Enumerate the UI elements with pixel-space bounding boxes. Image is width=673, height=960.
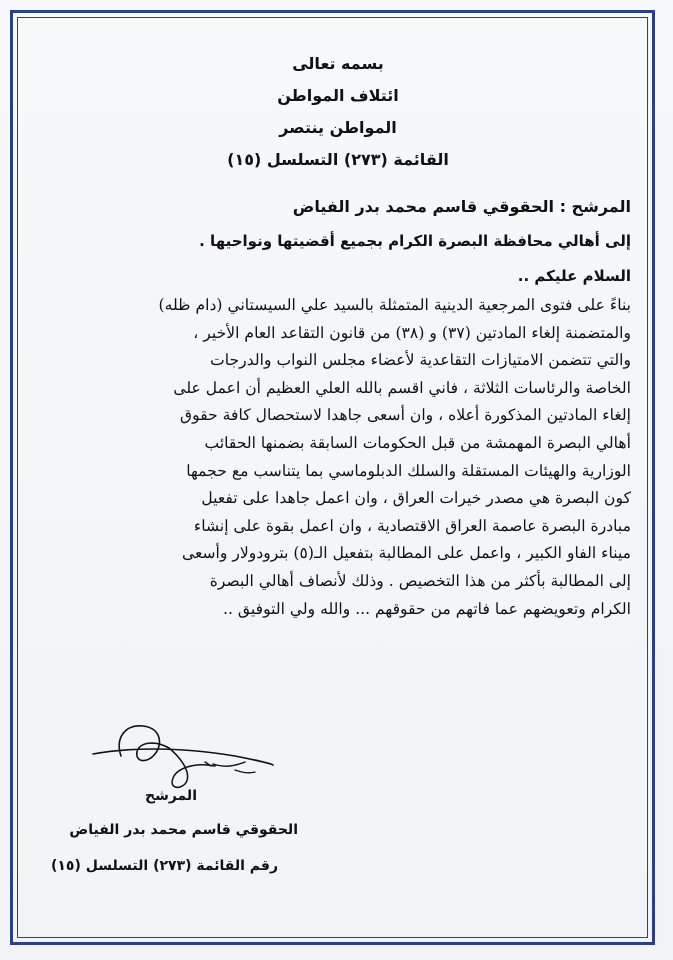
body-line: الخاصة والرئاسات الثلاثة ، فاني اقسم بالله العلي العظيم أن اعمل على [173, 378, 631, 397]
body-line: الكرام وتعويضهم عما فاتهم من حقوقهم ... والله ولي التوفيق .. [223, 599, 631, 618]
body-line: أهالي البصرة المهمشة من قبل الحكومات السابقة بضمنها الحقائب [204, 433, 631, 452]
candidate-line: المرشح : الحقوقي قاسم محمد بدر الفياض [292, 197, 631, 216]
letter-header [60, 48, 616, 176]
header-coalition: ائتلاف المواطن [277, 86, 399, 105]
body-line: والمتضمنة إلغاء المادتين (٣٧) و (٣٨) من قانون التقاعد العام الأخير ، [193, 323, 631, 342]
body-line: إلغاء المادتين المذكورة أعلاه ، وان أسعى جاهدا لاستحصال كافة حقوق [180, 406, 631, 425]
header-basmala: بسمه تعالى [292, 54, 384, 73]
signature-title: المرشح [144, 788, 197, 804]
body-line: بناءً على فتوى المرجعية الدينية المتمثلة بالسيد علي السيستاني (دام ظله) [158, 296, 631, 314]
greeting-line: السلام عليكم .. [517, 267, 631, 285]
body-line: إلى المطالبة بأكثر من هذا التخصيص . وذلك لأنصاف أهالي البصرة [209, 571, 631, 590]
body-line: ميناء الفاو الكبير ، واعمل على المطالبة بتفعيل الـ(٥) بترودولار وأسعى [181, 544, 631, 563]
header-slogan: المواطن ينتصر [279, 118, 397, 137]
body-line: مبادرة البصرة عاصمة العراق الاقتصادية ، وان اعمل بقوة على إنشاء [193, 516, 631, 535]
body-line: الوزارية والهيئات المستقلة والسلك الدبلوماسي بما يتناسب مع حجمها [186, 461, 631, 480]
header-list-number: القائمة (٢٧٣) التسلسل (١٥) [227, 150, 449, 169]
signature-list-number: رقم القائمة (٢٧٣) التسلسل (١٥) [50, 858, 278, 874]
signature-name: الحقوقي قاسم محمد بدر الفياض [69, 822, 298, 838]
letter-body [34, 292, 631, 623]
addressee-line: إلى أهالي محافظة البصرة الكرام بجميع أقضيتها ونواحيها . [199, 232, 631, 250]
body-line: والتي تتضمن الامتيازات التقاعدية لأعضاء مجلس النواب والدرجات [210, 351, 631, 370]
body-line: كون البصرة هي مصدر خيرات العراق ، وان اعمل جاهدا على تفعيل [201, 489, 631, 508]
